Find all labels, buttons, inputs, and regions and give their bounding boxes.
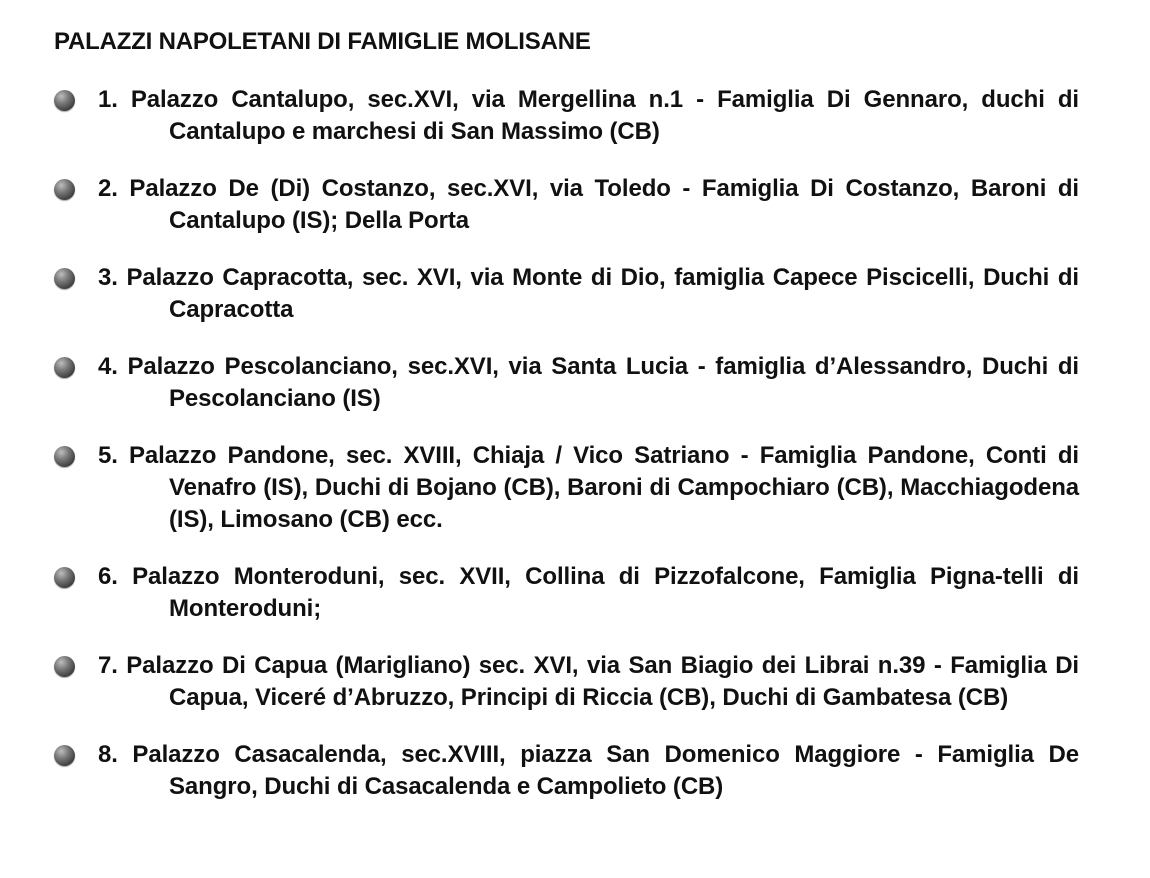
list-item-text: 2. Palazzo De (Di) Costanzo, sec.XVI, via Toledo - Famiglia Di Costanzo, Baroni di Cantalupo (IS); Della Porta [98, 175, 1079, 234]
page-title: PALAZZI NAPOLETANI DI FAMIGLIE MOLISANE [54, 28, 591, 55]
list-item [0, 561, 1150, 625]
list-item [0, 650, 1150, 714]
list-item-text: 7. Palazzo Di Capua (Marigliano) sec. XVI, via San Biagio dei Librai n.39 - Famiglia Di Capua, Viceré d’Abruzzo, Principi di Riccia (CB), Duchi di Gambatesa (CB) [98, 652, 1079, 711]
list-item [0, 84, 1150, 148]
list-item [0, 440, 1150, 536]
bullet-icon [54, 268, 75, 289]
list-item [0, 173, 1150, 237]
list-item [0, 262, 1150, 326]
list-item-text: 1. Palazzo Cantalupo, sec.XVI, via Mergellina n.1 - Famiglia Di Gennaro, duchi di Cantalupo e marchesi di San Massimo (CB) [98, 86, 1079, 145]
list-item-text: 8. Palazzo Casacalenda, sec.XVIII, piazza San Domenico Maggiore - Famiglia De Sangro, Duchi di Casacalenda e Campolieto (CB) [98, 741, 1079, 800]
list-item-text: 3. Palazzo Capracotta, sec. XVI, via Monte di Dio, famiglia Capece Piscicelli, Duchi di Capracotta [98, 264, 1079, 323]
bullet-icon [54, 745, 75, 766]
list-item [0, 351, 1150, 415]
list-item-text: 5. Palazzo Pandone, sec. XVIII, Chiaja / Vico Satriano - Famiglia Pandone, Conti di Venafro (IS), Duchi di Bojano (CB), Baroni di Campochiaro (CB), Macchiagodena (IS), Limosano (CB) ecc. [98, 442, 1079, 533]
bullet-icon [54, 567, 75, 588]
bullet-icon [54, 357, 75, 378]
bullet-icon [54, 656, 75, 677]
bullet-icon [54, 446, 75, 467]
bullet-icon [54, 179, 75, 200]
list-item [0, 739, 1150, 803]
list-item-text: 4. Palazzo Pescolanciano, sec.XVI, via Santa Lucia - famiglia d’Alessandro, Duchi di Pescolanciano (IS) [98, 353, 1079, 412]
bullet-icon [54, 90, 75, 111]
list-item-text: 6. Palazzo Monteroduni, sec. XVII, Collina di Pizzofalcone, Famiglia Pigna-telli di Monteroduni; [98, 563, 1079, 622]
palazzi-list [0, 84, 1150, 828]
